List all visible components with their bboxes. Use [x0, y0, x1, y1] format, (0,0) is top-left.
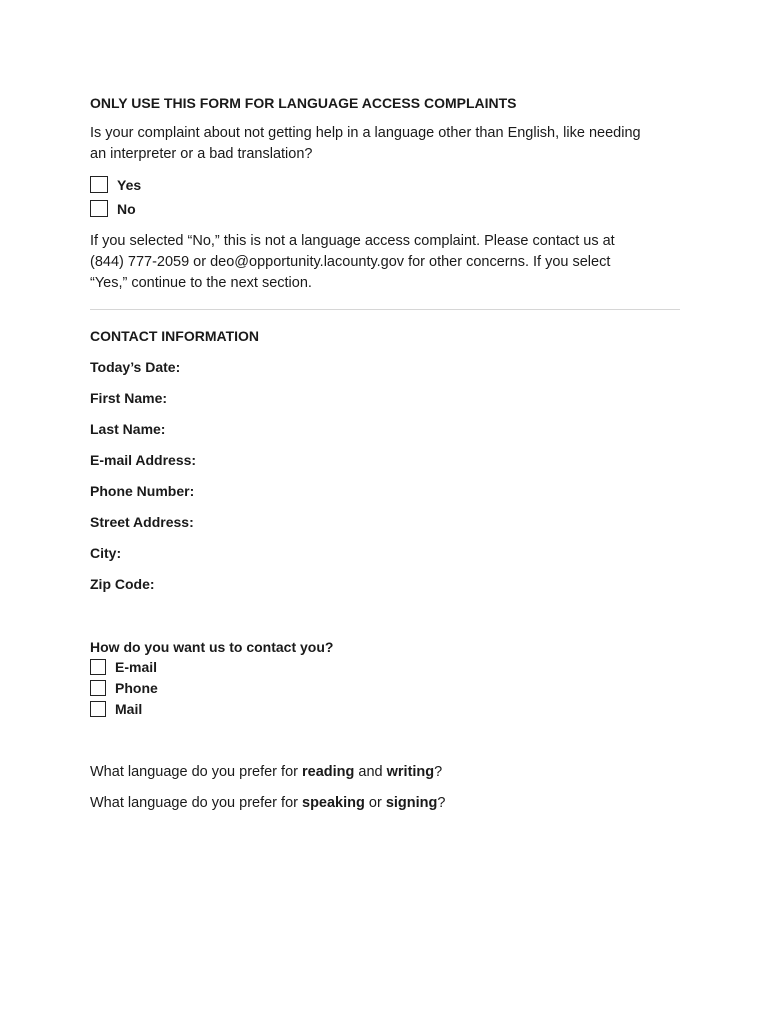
todays-date-field[interactable]: Today’s Date:	[90, 359, 181, 375]
selection-note-line-2: (844) 777-2059 or deo@opportunity.lacounty.gov for other concerns. If you select	[90, 254, 611, 270]
first-name-field[interactable]: First Name:	[90, 390, 168, 406]
reading-suffix: ?	[434, 764, 443, 780]
email-label: E-mail	[115, 659, 158, 675]
speaking-connector: or	[364, 795, 386, 811]
speaking-prefix: What language do you prefer for	[90, 795, 302, 811]
speaking-signing-question[interactable]	[90, 795, 445, 811]
contact-info-heading: CONTACT INFORMATION	[90, 328, 260, 344]
mail-label: Mail	[115, 701, 143, 717]
yes-checkbox[interactable]	[90, 176, 108, 193]
reading-prefix: What language do you prefer for	[90, 764, 302, 780]
last-name-field[interactable]: Last Name:	[90, 421, 166, 437]
speaking-keyword: speaking	[302, 795, 365, 811]
speaking-suffix: ?	[437, 795, 446, 811]
zip-code-field[interactable]: Zip Code:	[90, 576, 155, 592]
city-field[interactable]: City:	[90, 545, 122, 561]
reading-writing-question[interactable]	[90, 764, 442, 780]
no-label: No	[117, 200, 136, 217]
option-email[interactable]	[90, 659, 157, 675]
option-yes[interactable]	[90, 176, 141, 193]
phone-label: Phone	[115, 680, 158, 696]
reading-keyword: reading	[302, 764, 355, 780]
selection-note-line-1: If you selected “No,” this is not a language access complaint. Please contact us at	[90, 233, 615, 249]
option-phone[interactable]	[90, 680, 158, 696]
contact-method-question: How do you want us to contact you?	[90, 639, 334, 655]
option-no[interactable]	[90, 200, 136, 217]
complaint-question-line-2: an interpreter or a bad translation?	[90, 146, 313, 162]
email-address-field[interactable]: E-mail Address:	[90, 452, 197, 468]
reading-connector: and	[354, 764, 387, 780]
no-checkbox[interactable]	[90, 200, 108, 217]
option-mail[interactable]	[90, 701, 142, 717]
complaint-question-line-1: Is your complaint about not getting help in a language other than English, like needing	[90, 125, 641, 141]
phone-checkbox[interactable]	[90, 680, 106, 696]
email-checkbox[interactable]	[90, 659, 106, 675]
signing-keyword: signing	[385, 795, 438, 811]
yes-label: Yes	[117, 176, 142, 193]
mail-checkbox[interactable]	[90, 701, 106, 717]
language-access-heading: ONLY USE THIS FORM FOR LANGUAGE ACCESS COMPLAINTS	[90, 95, 517, 111]
phone-number-field[interactable]: Phone Number:	[90, 483, 195, 499]
selection-note	[90, 231, 680, 294]
complaint-question	[90, 123, 680, 165]
section-divider	[90, 309, 680, 310]
street-address-field[interactable]: Street Address:	[90, 514, 194, 530]
selection-note-line-3: “Yes,” continue to the next section.	[90, 275, 312, 291]
writing-keyword: writing	[386, 764, 435, 780]
